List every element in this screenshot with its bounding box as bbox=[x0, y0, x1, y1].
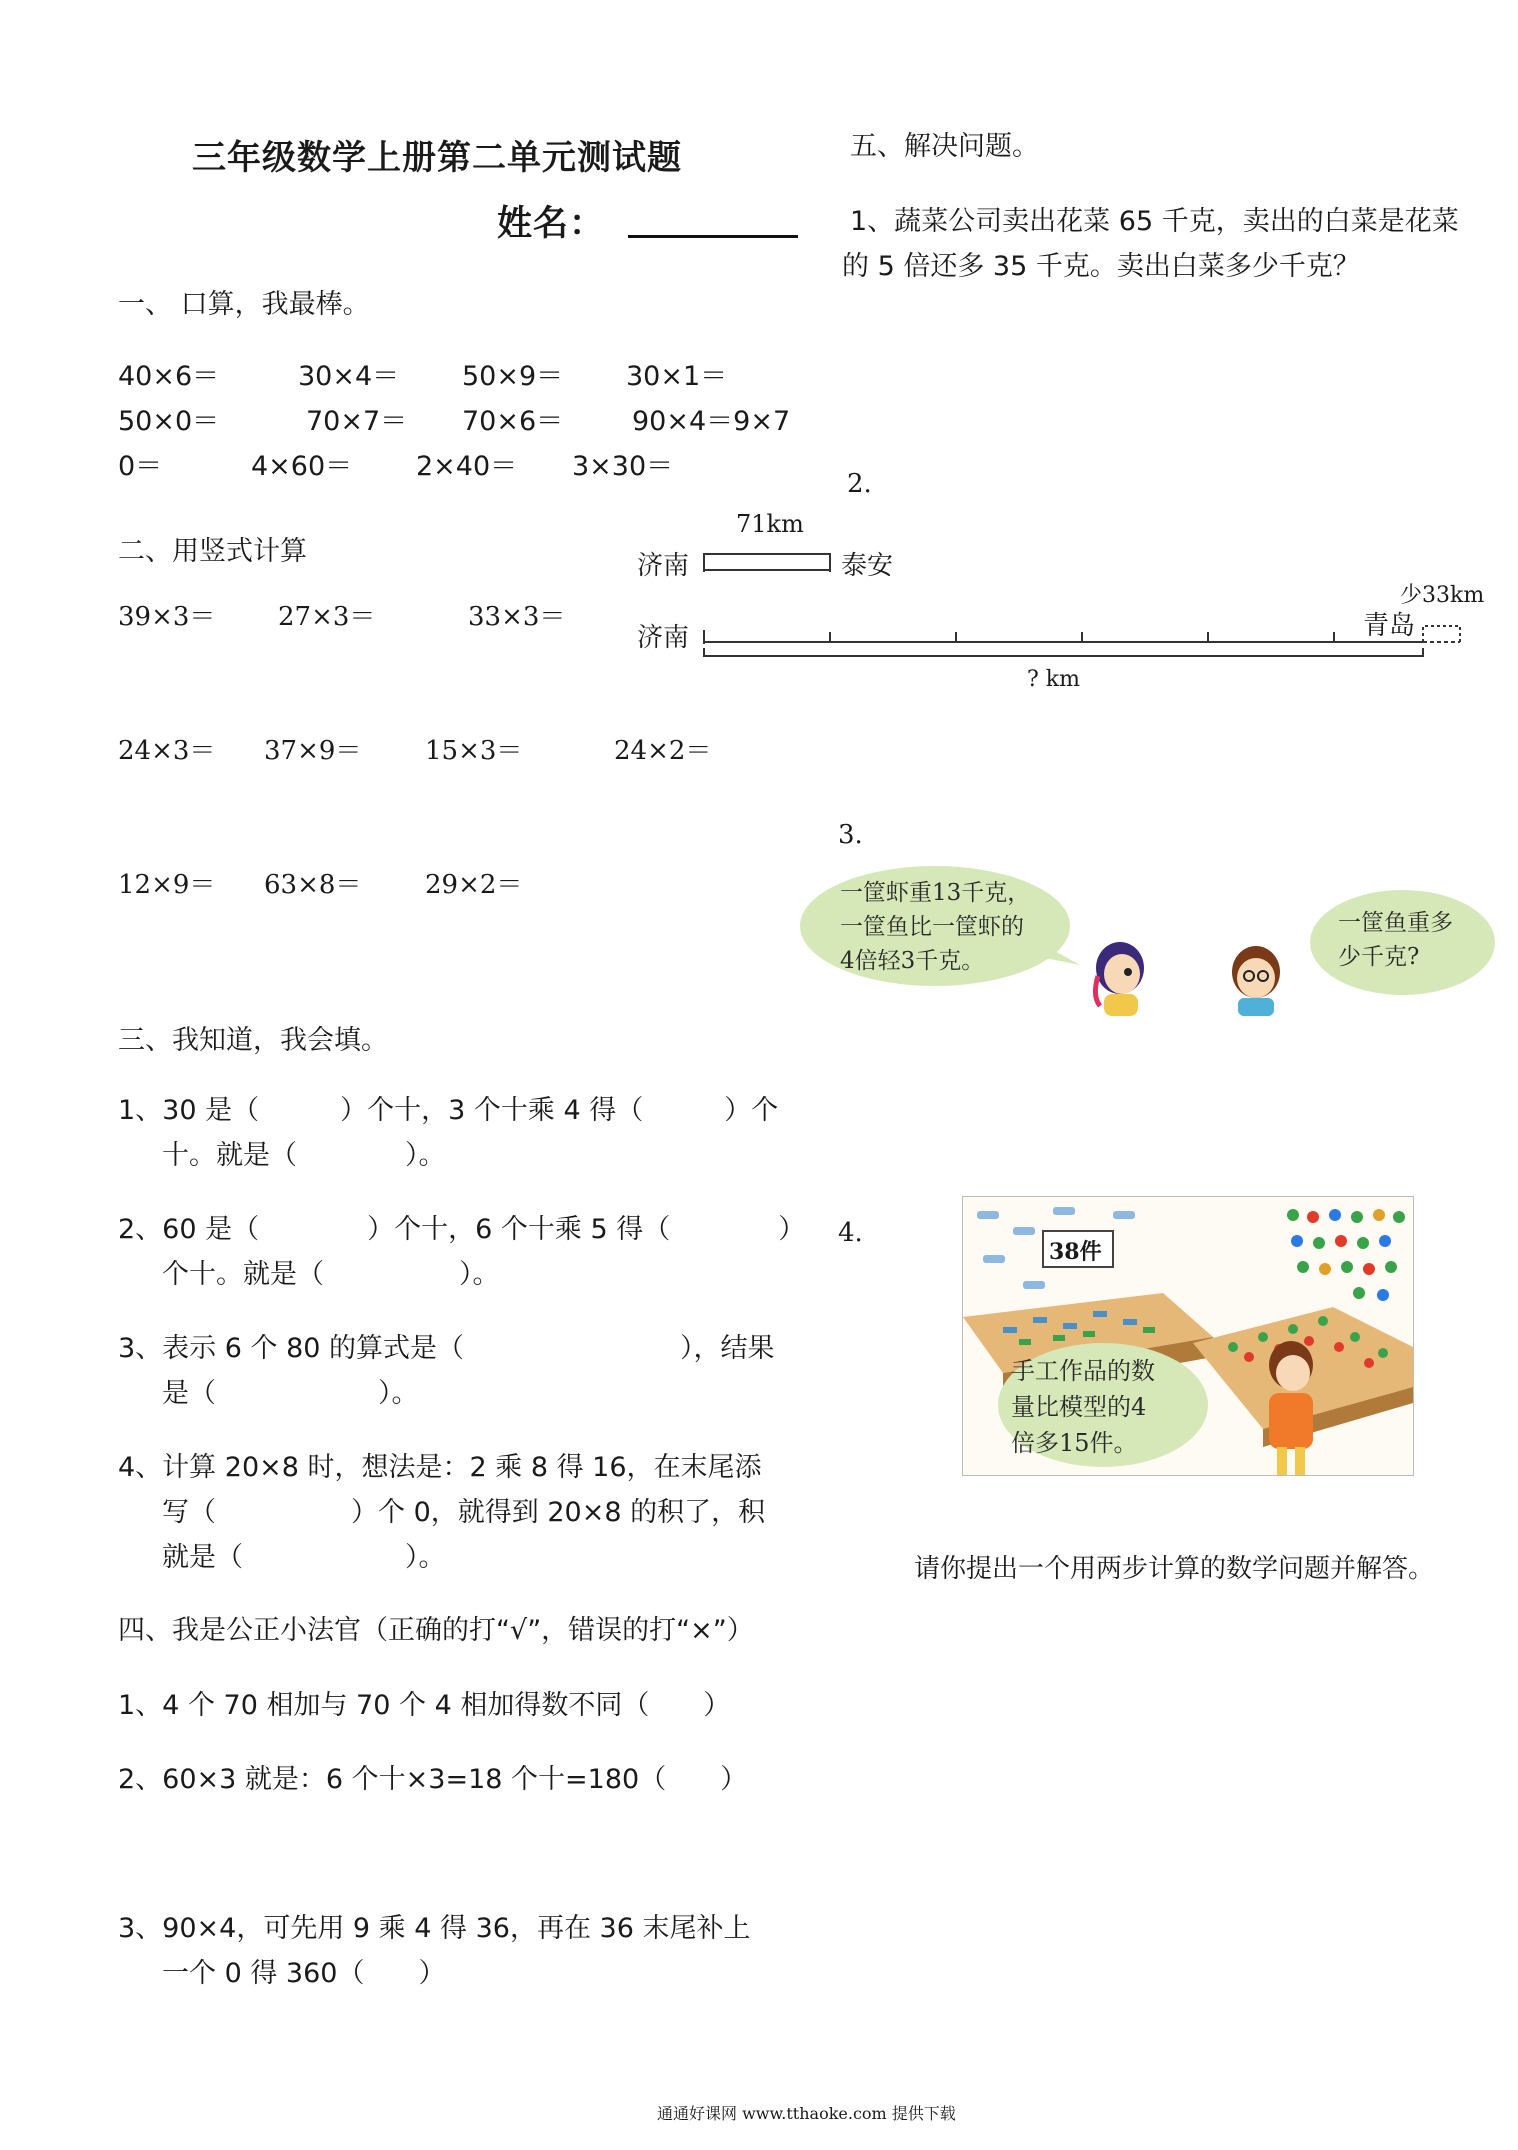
oral-item: 70×6＝ bbox=[462, 406, 564, 437]
bubble-right-line: 一筐鱼重多 bbox=[1338, 910, 1453, 936]
problem-2-number: 2. bbox=[847, 469, 872, 499]
problem-1-line2: 的 5 倍还多 35 千克。卖出白菜多少千克？ bbox=[842, 251, 1360, 282]
oral-item: 40×6＝ bbox=[118, 361, 220, 392]
oral-item: 4×60＝ bbox=[251, 451, 353, 482]
bubble-left-line: 一筐鱼比一筐虾的 bbox=[840, 914, 1024, 940]
oral-item: 30×4＝ bbox=[298, 361, 400, 392]
page-title: 三年级数学上册第二单元测试题 bbox=[192, 138, 682, 178]
oral-item: 30×1＝ bbox=[626, 361, 728, 392]
jinan-label-bottom: 济南 bbox=[637, 623, 690, 653]
vertical-calc-item: 12×9＝ bbox=[118, 870, 216, 900]
vertical-calc-item: 33×3＝ bbox=[468, 602, 566, 632]
oral-item: 2×40＝ bbox=[416, 451, 518, 482]
unknown-km-label: ? km bbox=[1027, 667, 1080, 692]
oral-item: 3×30＝ bbox=[572, 451, 674, 482]
less-33km-label: 少33km bbox=[1400, 583, 1485, 608]
fill-item-1-line1: 1、30 是（ ）个十，3 个十乘 4 得（ ）个 bbox=[118, 1095, 779, 1126]
speech-bubble-left bbox=[800, 866, 1070, 986]
vertical-calc-item: 39×3＝ bbox=[118, 602, 216, 632]
name-label: 姓名： bbox=[497, 203, 606, 244]
vertical-calc-item: 15×3＝ bbox=[425, 736, 523, 766]
vertical-calc-item: 27×3＝ bbox=[278, 602, 376, 632]
fill-item-1-line2: 十。就是（ ）。 bbox=[162, 1140, 446, 1171]
section5-heading: 五、解决问题。 bbox=[850, 131, 1039, 162]
fill-item-4-line3: 就是（ ）。 bbox=[162, 1542, 446, 1573]
scene-bubble-line: 手工作品的数 bbox=[1011, 1357, 1155, 1385]
taian-label: 泰安 bbox=[841, 551, 894, 581]
jinan-label-top: 济南 bbox=[637, 551, 690, 581]
judge-item-2: 2、60×3 就是：6 个十×3=18 个十=180（ ） bbox=[118, 1764, 748, 1795]
problem-4-prompt: 请你提出一个用两步计算的数学问题并解答。 bbox=[914, 1554, 1435, 1584]
vertical-calc-item: 24×3＝ bbox=[118, 736, 216, 766]
judge-item-3-line1: 3、90×4，可先用 9 乘 4 得 36，再在 36 末尾补上 bbox=[118, 1913, 751, 1944]
vertical-calc-item: 24×2＝ bbox=[614, 736, 712, 766]
oral-item: 90×4＝9×7 bbox=[632, 406, 791, 437]
girl-illustration bbox=[1078, 936, 1158, 1016]
bubble-right-line: 少千克? bbox=[1338, 944, 1420, 970]
oral-item: 50×0＝ bbox=[118, 406, 220, 437]
scene-bubble-line: 倍多15件。 bbox=[1011, 1429, 1138, 1457]
scene-bubble-line: 量比模型的4 bbox=[1011, 1393, 1147, 1421]
sign-38-label: 38件 bbox=[1049, 1239, 1102, 1265]
distance-diagram bbox=[690, 530, 1470, 670]
vertical-calc-item: 37×9＝ bbox=[264, 736, 362, 766]
section3-heading: 三、我知道，我会填。 bbox=[118, 1025, 388, 1056]
vertical-calc-item: 63×8＝ bbox=[264, 870, 362, 900]
judge-item-3-line2: 一个 0 得 360（ ） bbox=[162, 1958, 446, 1989]
distance-71km-label: 71km bbox=[736, 510, 804, 538]
boy-illustration bbox=[1222, 942, 1292, 1016]
problem-1-line1: 1、蔬菜公司卖出花菜 65 千克，卖出的白菜是花菜 bbox=[850, 206, 1459, 237]
name-blank[interactable] bbox=[628, 235, 798, 238]
fill-item-2-line1: 2、60 是（ ）个十，6 个十乘 5 得（ ） bbox=[118, 1214, 806, 1245]
problem-3-number: 3. bbox=[838, 820, 863, 850]
section4-heading: 四、我是公正小法官（正确的打“√”，错误的打“×”） bbox=[118, 1615, 754, 1646]
oral-item: 70×7＝ bbox=[306, 406, 408, 437]
speech-bubble-right bbox=[1310, 890, 1495, 995]
problem-4-number: 4. bbox=[838, 1218, 863, 1248]
judge-item-1: 1、4 个 70 相加与 70 个 4 相加得数不同（ ） bbox=[118, 1690, 731, 1721]
oral-item: 0＝ bbox=[118, 451, 163, 482]
oral-item: 50×9＝ bbox=[462, 361, 564, 392]
fill-item-3-line2: 是（ ）。 bbox=[162, 1378, 419, 1409]
fill-item-4-line2: 写（ ）个 0，就得到 20×8 的积了，积 bbox=[162, 1497, 766, 1528]
fill-item-2-line2: 个十。就是（ ）。 bbox=[162, 1259, 500, 1290]
qingdao-label: 青岛 bbox=[1363, 611, 1416, 641]
craft-scene-picture bbox=[962, 1196, 1414, 1476]
scene-bubble-text bbox=[1011, 1353, 1155, 1461]
section1-heading: 一、 口算，我最棒。 bbox=[118, 289, 370, 320]
fill-item-4-line1: 4、计算 20×8 时，想法是：2 乘 8 得 16，在末尾添 bbox=[118, 1452, 762, 1483]
bubble-left-line: 4倍轻3千克。 bbox=[840, 948, 985, 974]
section2-heading: 二、用竖式计算 bbox=[118, 536, 307, 567]
fill-item-3-line1: 3、表示 6 个 80 的算式是（ ），结果 bbox=[118, 1333, 775, 1364]
vertical-calc-item: 29×2＝ bbox=[425, 870, 523, 900]
footer-credit: 通通好课网 www.tthaoke.com 提供下载 bbox=[657, 2104, 956, 2123]
bubble-left-line: 一筐虾重13千克， bbox=[840, 880, 1031, 906]
